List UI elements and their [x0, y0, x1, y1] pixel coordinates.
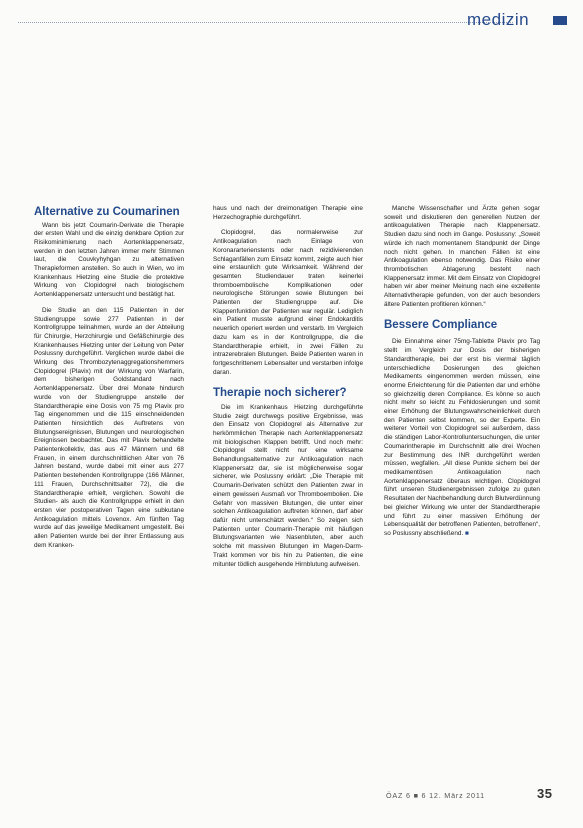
subheading-alternative: Alternative zu Coumarinen — [34, 206, 180, 218]
paragraph: Die Studie an den 115 Patienten in der Studiengruppe sowie 277 Patienten in der Kontrollgruppe teilnahmen, wurde an der Abteilung für Chirurgie, Herzchirurgie und Gefäßchirurgie des Krankenhauses Hietzing unter der Leitung von Peter Poslussny durchgeführt. Verglichen wurde dabei die Wirkung des Thrombozytenaggregationshemmers Clopidogrel (Plavix) mit der Wirkung von Warfarin, dem bisherigen Goldstandard nach Aortenklappenersatz. Über drei Monate hindurch wurde von der Studiengruppe anstelle der Standardtherapie eine Dosis von 75 mg Plavix pro Tag eingenommen und die 115 einschneidenden Patienten hinsichtlich des Auftretens von Blutungsereignissen, Blutungen und neurologischen Ereignissen beobachtet. Das mit Plavix behandelte Patientenkollektiv, das aus 47 Männern und 68 Frauen, in einem durchschnittlichen Alter von 76 Jahren bestand, wurde dabei mit einer aus 277 Patienten bestehenden Kontrollgruppe (166 Männer, 111 Frauen, Durchschnittsalter 72), die die Standardtherapie erhielt, verglichen. Sowohl die Studien- als auch die Kontrollgruppe erhielt in den ersten vier postoperativen Tagen eine subkutane Antikoagulation mittels Lovenox. Am fünften Tag wurde auf das jeweilige Medikament umgestellt. Bei allen Patienten wurde bei der ihrer Entlassung aus dem Kranken- — [34, 306, 184, 549]
paragraph: Wann bis jetzt Coumarin-Derivate die Therapie der ersten Wahl und die einzig denkbare Option zur Risikominimierung nach Aortenklappenersatz, werden in den letzten Jahren immer mehr Stimmen laut, die Couvkyhyhgan zu alternativen Therapieformen anstellen. So auch in Wien, wo im Krankenhaus Hietzing eine Studie die protektive Wirkung von Clopidogrel nach biologischem Aortenklappenersatz untersucht und bestätigt hat. — [34, 221, 184, 299]
paragraph-text: Die Einnahme einer 75mg-Tablette Plavix pro Tag stellt im Vergleich zur Dosis der bisherigen Standardtherapie, bei der erst bis viermal täglich unterschiedliche Dosierungen des gleichen Medikaments eingenommen werden müssen, eine enorme Erleichterung für die Patienten dar und erhöhe so gleichzeitig deren Compliance. Es könne so auch nicht mehr so leicht zu Fehldosierungen und somit einer Erhöhung der Blutungswahrscheinlichkeit durch den Patienten selbst kommen, so der Experte. Ein weiterer Vorteil von Clopidogrel sei außerdem, dass die ständigen Labor-Kontrolluntersuchungen, die unter Coumarintherapie im Durchschnitt alle drei Wochen zur Bestimmung des INR durchgeführt werden müssen, wegfallen. „All diese Punkte sichern bei der medikamentösen Antikoagulation nach Aortenklappenersatz überaus wichtigen. Clopidogrel führt unseren Studienergebnissen zufolge zu guten Resultaten der Nachbehandlung durch Blutverdünnung bei gleicher Wirkung wie unter der Standardtherapie und führt zu einer massiven Erhöhung der Lebensqualität der betroffenen Patienten, betroffenen“, so Poslussny abschließend. — [384, 338, 540, 537]
footer-issue: ÖAZ 6 ■ 6 12. März 2011 — [386, 791, 485, 800]
page-number: 35 — [537, 786, 553, 801]
section-label: medizin — [467, 10, 530, 29]
paragraph: haus und nach der dreimonatigen Therapie eine Herzechographie durchgeführt. — [213, 205, 363, 221]
article-column-1 — [34, 205, 184, 551]
paragraph: Clopidogrel, das normalerweise zur Antikoagulation nach Einlage von Koronararterienstents oder nach rezidivierenden Schlaganfällen zum Einsatz kommt, zeigte auch hier eine erstaunlich gute Wirksamkeit. Während der gesamten Studiendauer traten keinerlei thromboembolische Komplikationen oder neurologische Störungen sowie Blutungen bei Patienten der Studiengruppe auf. Die Klappenfunktion der Patienten war regulär. Lediglich ein Patient musste aufgrund einer Endokarditis neuerlich operiert werden und verstarb. Im Vergleich dazu kam es in der Kontrollgruppe, die die Standardtherapie erhielt, in zwei Fällen zu intrazerebralen Blutungen. Beide Patienten waren in fortgeschrittenem Lebensalter und verstarben infolge daran. — [213, 229, 363, 376]
paragraph: Die im Krankenhaus Hietzing durchgeführte Studie zeigt durchwegs positive Ergebnisse, was den Einsatz von Clopidogrel als Alternative zur herkömmlichen Therapie nach Aortenklappenersatz mit biologischen Klappen betrifft. Und noch mehr: Clopidogrel stellt nicht nur eine wirksame Behandlungsalternative zur Antikoagulation nach Klappenersatz dar, sie ist möglicherweise sogar sicherer, wie Poslussny erklärt: „Die Therapie mit Coumarin-Derivaten schützt den Patienten zwar in einem gewissen Ausmaß vor Thromboembolien. Die Gefahr von massiven Blutungen, die unter einer solchen Antikoagulation auftreten können, darf aber dafür nicht unterschätzt werden.“ So zeigen sich Patienten unter Coumarin-Therapie mit häufigen Blutungsvarianten wie Nasenbluten, aber auch solche mit massiven Blutungen im Magen-Darm-Trakt kommen vor bis hin zu Patienten, die eine mitunter tödlich ausgehende Hirnblutung aufweisen. — [213, 403, 363, 568]
article-column-3 — [384, 205, 540, 539]
paragraph — [384, 338, 540, 538]
subheading-therapie: Therapie noch sicherer? — [213, 387, 347, 400]
end-mark-icon: ■ — [465, 529, 469, 537]
paragraph: Manche Wissenschafter und Ärzte gehen sogar soweit und diskutieren den generellen Nutzen der antikoagulativen Therapie nach Klappenersatz. Studien dazu sind noch im Gange. Poslussny: „Soweit würde ich nach momentanem Standpunkt der Dinge noch nicht gehen. In manchen Fällen ist eine Antikoagulation ebenso notwendig. Das Risiko einer thrombotischen Ablagerung besteht nach Klappenersatz immer. Mit dem Einsatz von Clopidogrel haben wir aber meiner Meinung nach eine exzellente Alternativtherapie gefunden, von der auch besonders ältere Patienten profitieren können.“ — [384, 205, 540, 308]
header-rule — [18, 22, 513, 23]
article-column-2 — [213, 205, 363, 569]
subheading-compliance: Bessere Compliance — [384, 319, 498, 332]
section-tab-marker — [553, 16, 567, 25]
